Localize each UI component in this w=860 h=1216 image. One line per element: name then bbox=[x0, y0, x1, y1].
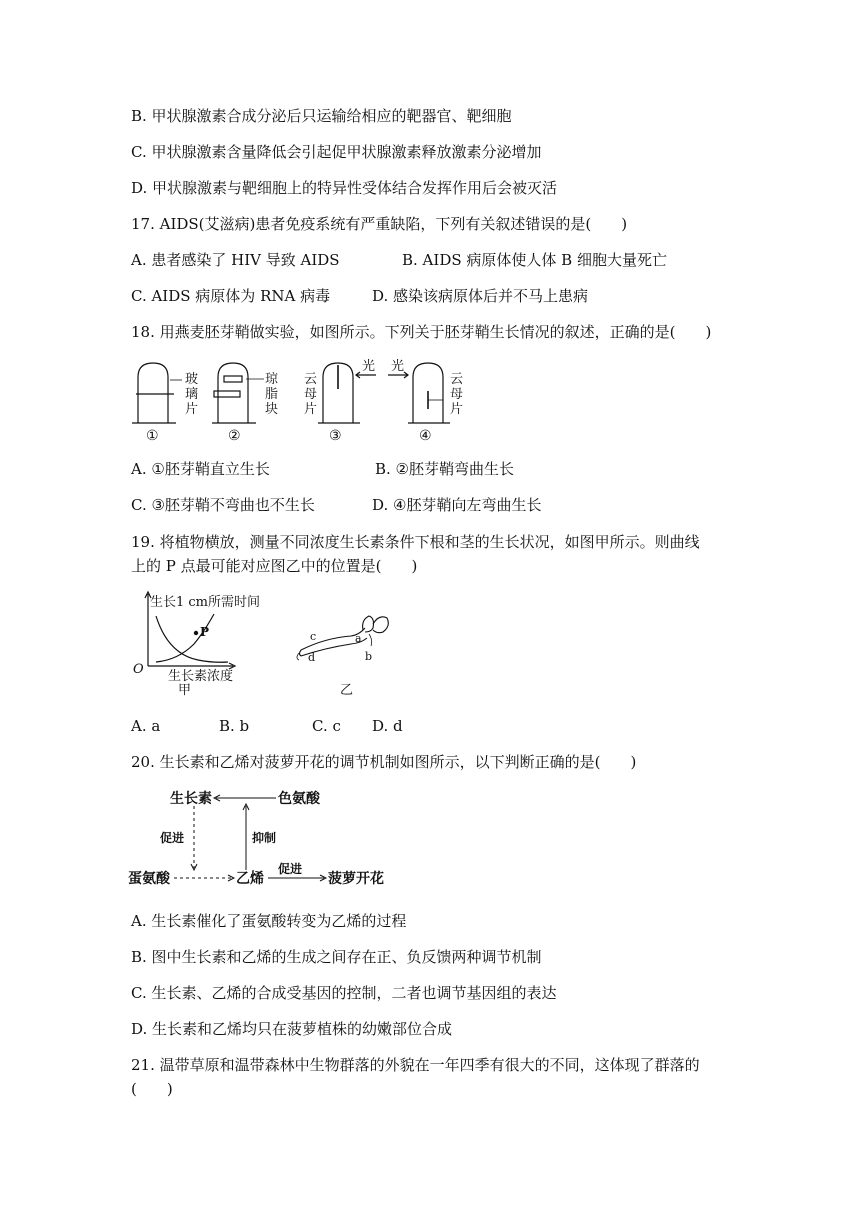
mica-label-4c: 片 bbox=[450, 402, 464, 417]
q20-option-d: D. 生长素和乙烯均只在菠萝植株的幼嫩部位合成 bbox=[131, 1020, 453, 1038]
q18-option-b: B. ②胚芽鞘弯曲生长 bbox=[375, 460, 515, 478]
mica-label-4a: 云 bbox=[450, 372, 464, 387]
q19-stem-line2: 上的 P 点最可能对应图乙中的位置是( ) bbox=[131, 557, 418, 575]
q21-stem-line2: ( ) bbox=[131, 1080, 173, 1098]
q16-option-b: B. 甲状腺激素合成分泌后只运输给相应的靶器官、靶细胞 bbox=[131, 107, 512, 125]
q19-figure-jia bbox=[128, 588, 268, 696]
label-inhibit: 抑制 bbox=[252, 831, 277, 845]
x-axis-label: 生长素浓度 bbox=[168, 669, 234, 684]
figure-label-jia: 甲 bbox=[178, 683, 192, 696]
q19-figure-yi bbox=[295, 610, 405, 700]
q19-stem-line1: 19. 将植物横放，测量不同浓度生长素条件下根和茎的生长状况，如图甲所示。则曲线 bbox=[131, 533, 700, 551]
glass-label-3: 片 bbox=[185, 402, 199, 417]
glass-label-2: 璃 bbox=[185, 387, 199, 402]
mica-label-3a: 云 bbox=[304, 372, 318, 387]
agar-label-2: 脂 bbox=[265, 387, 279, 402]
q17-option-a: A. 患者感染了 HIV 导致 AIDS bbox=[131, 251, 340, 269]
node-ethylene: 乙烯 bbox=[236, 871, 264, 887]
q17-option-b: B. AIDS 病原体使人体 B 细胞大量死亡 bbox=[402, 251, 667, 269]
q18-option-d: D. ④胚芽鞘向左弯曲生长 bbox=[372, 496, 542, 514]
position-a: a bbox=[355, 632, 362, 645]
mica-label-3b: 母 bbox=[304, 387, 318, 402]
y-axis-label: 生长1 cm所需时间 bbox=[150, 595, 261, 610]
node-tryptophan: 色氨酸 bbox=[278, 791, 320, 807]
figure-number-1: ① bbox=[146, 428, 159, 444]
node-auxin: 生长素 bbox=[170, 791, 212, 807]
curve-root bbox=[156, 616, 228, 662]
mica-label-4b: 母 bbox=[450, 387, 464, 402]
agar-label-3: 块 bbox=[265, 402, 279, 417]
q16-option-c: C. 甲状腺激素含量降低会引起促甲状腺激素释放激素分泌增加 bbox=[131, 143, 542, 161]
position-d: d bbox=[308, 651, 316, 664]
point-p-label: P bbox=[200, 625, 210, 639]
glass-label-1: 玻 bbox=[185, 372, 199, 387]
q20-option-b: B. 图中生长素和乙烯的生成之间存在正、负反馈两种调节机制 bbox=[131, 948, 542, 966]
light-label-3: 光 bbox=[362, 359, 376, 374]
figure-number-4: ④ bbox=[419, 428, 432, 444]
coleoptile-2 bbox=[212, 363, 264, 423]
figure-label-yi: 乙 bbox=[340, 683, 354, 698]
agar-block-top bbox=[224, 376, 242, 382]
q18-option-c: C. ③胚芽鞘不弯曲也不生长 bbox=[131, 496, 315, 514]
figure-number-3: ③ bbox=[329, 428, 342, 444]
q18-stem: 18. 用燕麦胚芽鞘做实验，如图所示。下列关于胚芽鞘生长情况的叙述，正确的是( ) bbox=[131, 323, 712, 341]
q20-option-a: A. 生长素催化了蛋氨酸转变为乙烯的过程 bbox=[131, 912, 407, 930]
q21-stem-line1: 21. 温带草原和温带森林中生物群落的外貌在一年四季有很大的不同，这体现了群落的 bbox=[131, 1056, 700, 1074]
q18-figure bbox=[128, 355, 478, 445]
agar-label-1: 琼 bbox=[265, 372, 279, 387]
node-methionine: 蛋氨酸 bbox=[128, 871, 170, 887]
mica-label-3c: 片 bbox=[304, 402, 318, 417]
q20-stem: 20. 生长素和乙烯对菠萝开花的调节机制如图所示，以下判断正确的是( ) bbox=[131, 753, 637, 771]
coleoptile-1 bbox=[132, 363, 182, 423]
origin-label: O bbox=[133, 662, 144, 677]
q20-figure bbox=[128, 784, 398, 894]
q18-option-a: A. ①胚芽鞘直立生长 bbox=[131, 460, 270, 478]
figure-number-2: ② bbox=[228, 428, 241, 444]
q20-option-c: C. 生长素、乙烯的合成受基因的控制，二者也调节基因组的表达 bbox=[131, 984, 557, 1002]
q19-option-b: B. b bbox=[219, 717, 250, 735]
position-c: c bbox=[310, 630, 317, 643]
q19-option-c: C. c bbox=[312, 717, 341, 735]
point-p bbox=[194, 631, 198, 635]
leaf-2 bbox=[373, 617, 388, 633]
q19-option-d: D. d bbox=[372, 717, 403, 735]
q17-option-d: D. 感染该病原体后并不马上患病 bbox=[372, 287, 589, 305]
q17-option-c: C. AIDS 病原体为 RNA 病毒 bbox=[131, 287, 331, 305]
q19-option-a: A. a bbox=[131, 717, 161, 735]
light-label-4: 光 bbox=[391, 359, 405, 374]
q17-stem: 17. AIDS(艾滋病)患者免疫系统有严重缺陷，下列有关叙述错误的是( ) bbox=[131, 215, 628, 233]
position-b: b bbox=[365, 650, 373, 663]
q16-option-d: D. 甲状腺激素与靶细胞上的特异性受体结合发挥作用后会被灭活 bbox=[131, 179, 558, 197]
label-promote-1: 促进 bbox=[160, 831, 185, 845]
label-promote-2: 促进 bbox=[278, 862, 303, 876]
node-flowering: 菠萝开花 bbox=[328, 871, 384, 887]
